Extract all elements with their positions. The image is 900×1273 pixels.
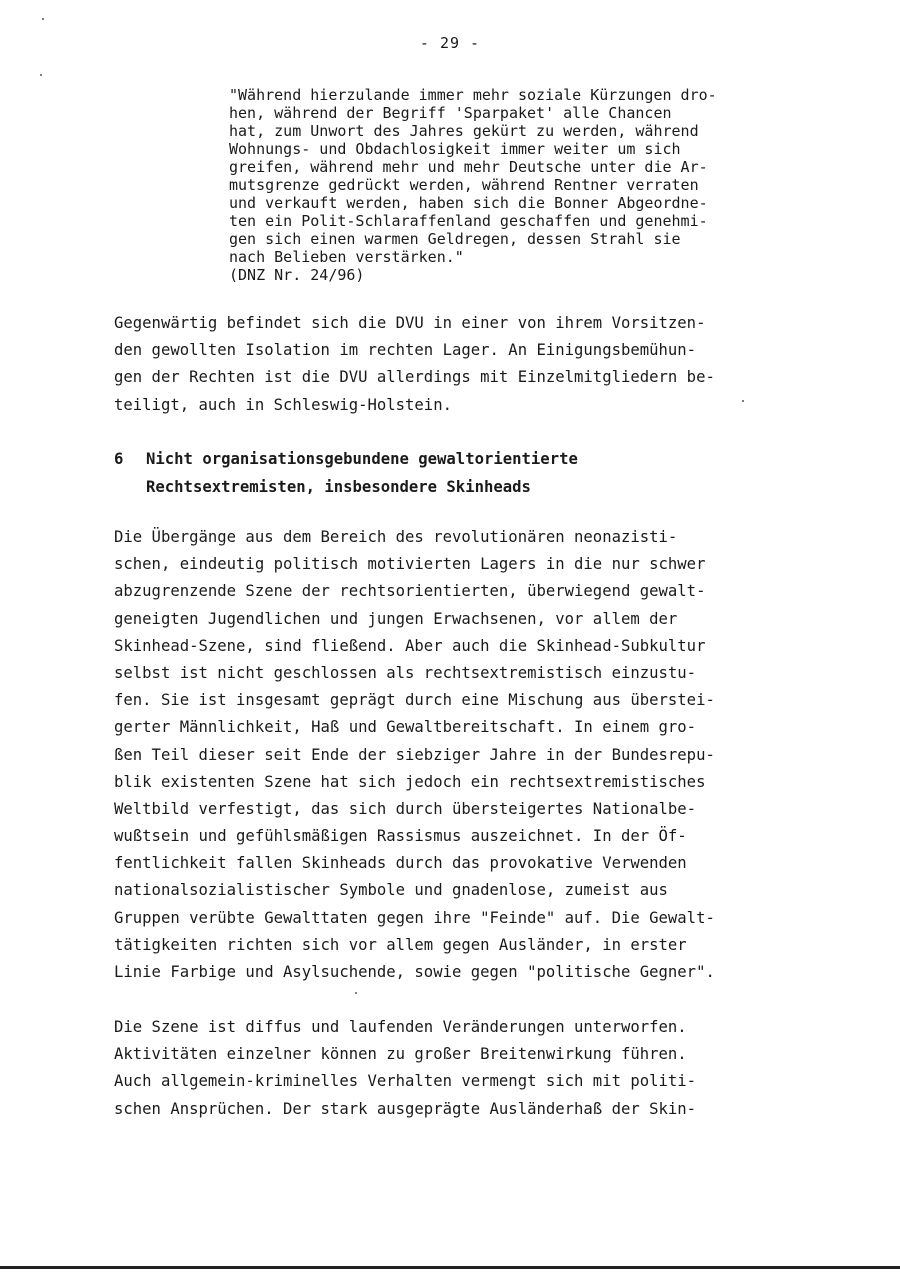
quote-line: nach Belieben verstärken.": [229, 248, 464, 266]
quote-line: hat, zum Unwort des Jahres gekürt zu werden, während: [229, 122, 699, 140]
text-line: Gruppen verübte Gewalttaten gegen ihre "Feinde" auf. Die Gewalt-: [114, 908, 715, 927]
quote-line: hen, während der Begriff 'Sparpaket' alle Chancen: [229, 104, 672, 122]
text-line: fentlichkeit fallen Skinheads durch das provokative Verwenden: [114, 854, 687, 873]
quote-line: gen sich einen warmen Geldregen, dessen Strahl sie: [229, 230, 681, 248]
section-heading-line: Nicht organisationsgebundene gewaltorientierte: [146, 450, 578, 468]
text-line: Skinhead-Szene, sind fließend. Aber auch die Skinhead-Subkultur: [114, 636, 706, 655]
text-line: abzugrenzende Szene der rechtsorientierten, überwiegend gewalt-: [114, 582, 706, 601]
quote-line: und verkauft werden, haben sich die Bonner Abgeordne-: [229, 194, 708, 212]
text-line: schen, eindeutig politisch motivierten Lagers in die nur schwer: [114, 555, 706, 574]
text-line: selbst ist nicht geschlossen als rechtsextremistisch einzustu-: [114, 663, 697, 682]
text-line: Weltbild verfestigt, das sich durch übersteigertes Nationalbe-: [114, 799, 697, 818]
text-line: wußtsein und gefühlsmäßigen Rassismus auszeichnet. In der Öf-: [114, 827, 687, 846]
text-line: Die Szene ist diffus und laufenden Veränderungen unterworfen.: [114, 1018, 687, 1036]
text-line: nationalsozialistischer Symbole und gnadenlose, zumeist aus: [114, 881, 668, 900]
text-line: gen der Rechten ist die DVU allerdings mit Einzelmitgliedern be-: [114, 368, 715, 387]
block-quote: [229, 86, 839, 284]
quote-line: mutsgrenze gedrückt werden, während Rentner verraten: [229, 176, 699, 194]
text-line: gerter Männlichkeit, Haß und Gewaltbereitschaft. In einem gro-: [114, 718, 697, 737]
text-line: fen. Sie ist insgesamt geprägt durch eine Mischung aus überstei-: [114, 691, 715, 710]
page-number: - 29 -: [419, 34, 481, 52]
quote-line: greifen, während mehr und mehr Deutsche unter die Ar-: [229, 158, 708, 176]
quote-line: "Während hierzulande immer mehr soziale Kürzungen dro-: [229, 86, 717, 104]
quote-source: (DNZ Nr. 24/96): [229, 266, 365, 284]
scan-speck: [40, 74, 42, 76]
page-bottom-edge: [0, 1266, 900, 1269]
quote-line: ten ein Polit-Schlaraffenland geschaffen und genehmi-: [229, 212, 708, 230]
scan-speck: [742, 400, 744, 402]
text-line: Aktivitäten einzelner können zu großer Breitenwirkung führen.: [114, 1045, 687, 1064]
paragraph-scene-diffuse: [114, 1014, 834, 1123]
text-line: den gewollten Isolation im rechten Lager. An Einigungsbemühun-: [114, 341, 697, 360]
text-line: teiligt, auch in Schleswig-Holstein.: [114, 395, 452, 414]
text-line: Die Übergänge aus dem Bereich des revolutionären neonazisti-: [114, 528, 678, 546]
text-line: blik existenten Szene hat sich jedoch ein rechtsextremistisches: [114, 772, 706, 791]
section-number: 6: [114, 450, 124, 468]
text-line: Auch allgemein-kriminelles Verhalten vermengt sich mit politi-: [114, 1072, 697, 1091]
text-line: Linie Farbige und Asylsuchende, sowie gegen "politische Gegner".: [114, 963, 715, 981]
paragraph-skinhead-scene: [114, 524, 834, 986]
text-line: ßen Teil dieser seit Ende der siebziger Jahre in der Bundesrepu-: [114, 745, 715, 764]
text-line: geneigten Jugendlichen und jungen Erwachsenen, vor allem der: [114, 609, 678, 628]
quote-line: Wohnungs- und Obdachlosigkeit immer weiter um sich: [229, 140, 681, 158]
section-heading: [114, 445, 834, 501]
text-line: tätigkeiten richten sich vor allem gegen Ausländer, in erster: [114, 935, 687, 954]
text-line: schen Ansprüchen. Der stark ausgeprägte Ausländerhaß der Skin-: [114, 1099, 697, 1118]
text-line: Gegenwärtig befindet sich die DVU in einer von ihrem Vorsitzen-: [114, 314, 706, 332]
scan-speck: [42, 18, 44, 20]
paragraph-dvu-isolation: [114, 310, 834, 419]
section-heading-line: Rechtsextremisten, insbesondere Skinheads: [146, 478, 531, 496]
scan-speck: [355, 992, 357, 994]
